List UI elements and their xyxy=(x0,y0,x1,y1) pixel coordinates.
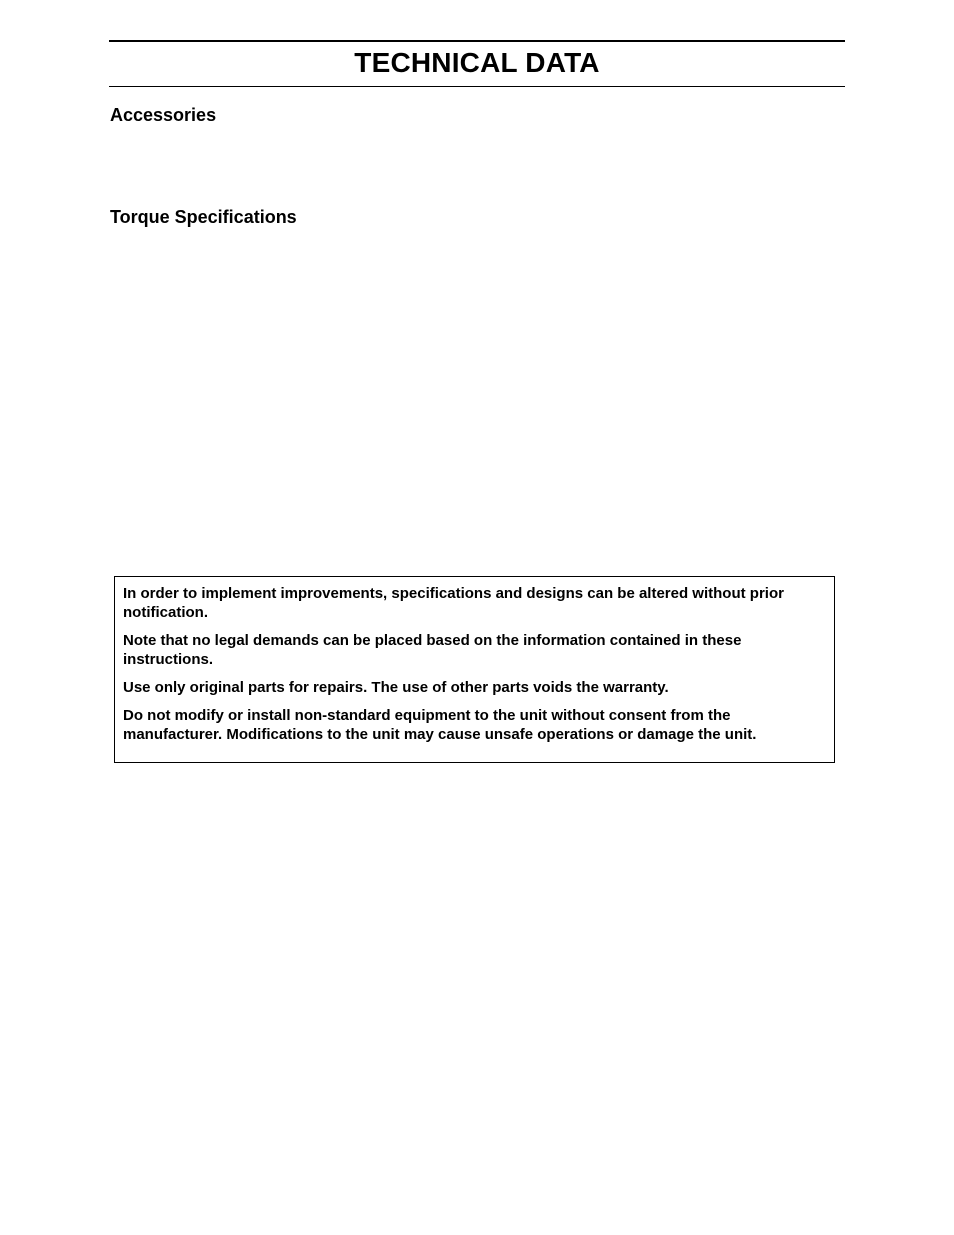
notice-paragraph-improvements: In order to implement improvements, specifications and designs can be altered without prior notification. xyxy=(123,585,784,621)
title-top-rule xyxy=(109,40,845,42)
notice-paragraph-original-parts: Use only original parts for repairs. The use of other parts voids the warranty. xyxy=(123,679,669,696)
accessories-heading: Accessories xyxy=(110,105,217,125)
title-bottom-rule xyxy=(109,86,845,87)
torque-specifications-heading: Torque Specifications xyxy=(110,207,297,227)
notice-box xyxy=(114,576,835,763)
notice-paragraph-legal: Note that no legal demands can be placed based on the information contained in these instructions. xyxy=(123,632,742,668)
page-title: TECHNICAL DATA xyxy=(354,47,600,78)
notice-paragraph-modifications: Do not modify or install non-standard equipment to the unit without consent from the manufacturer. Modifications to the unit may cause unsafe operations or damage the unit. xyxy=(123,707,757,743)
